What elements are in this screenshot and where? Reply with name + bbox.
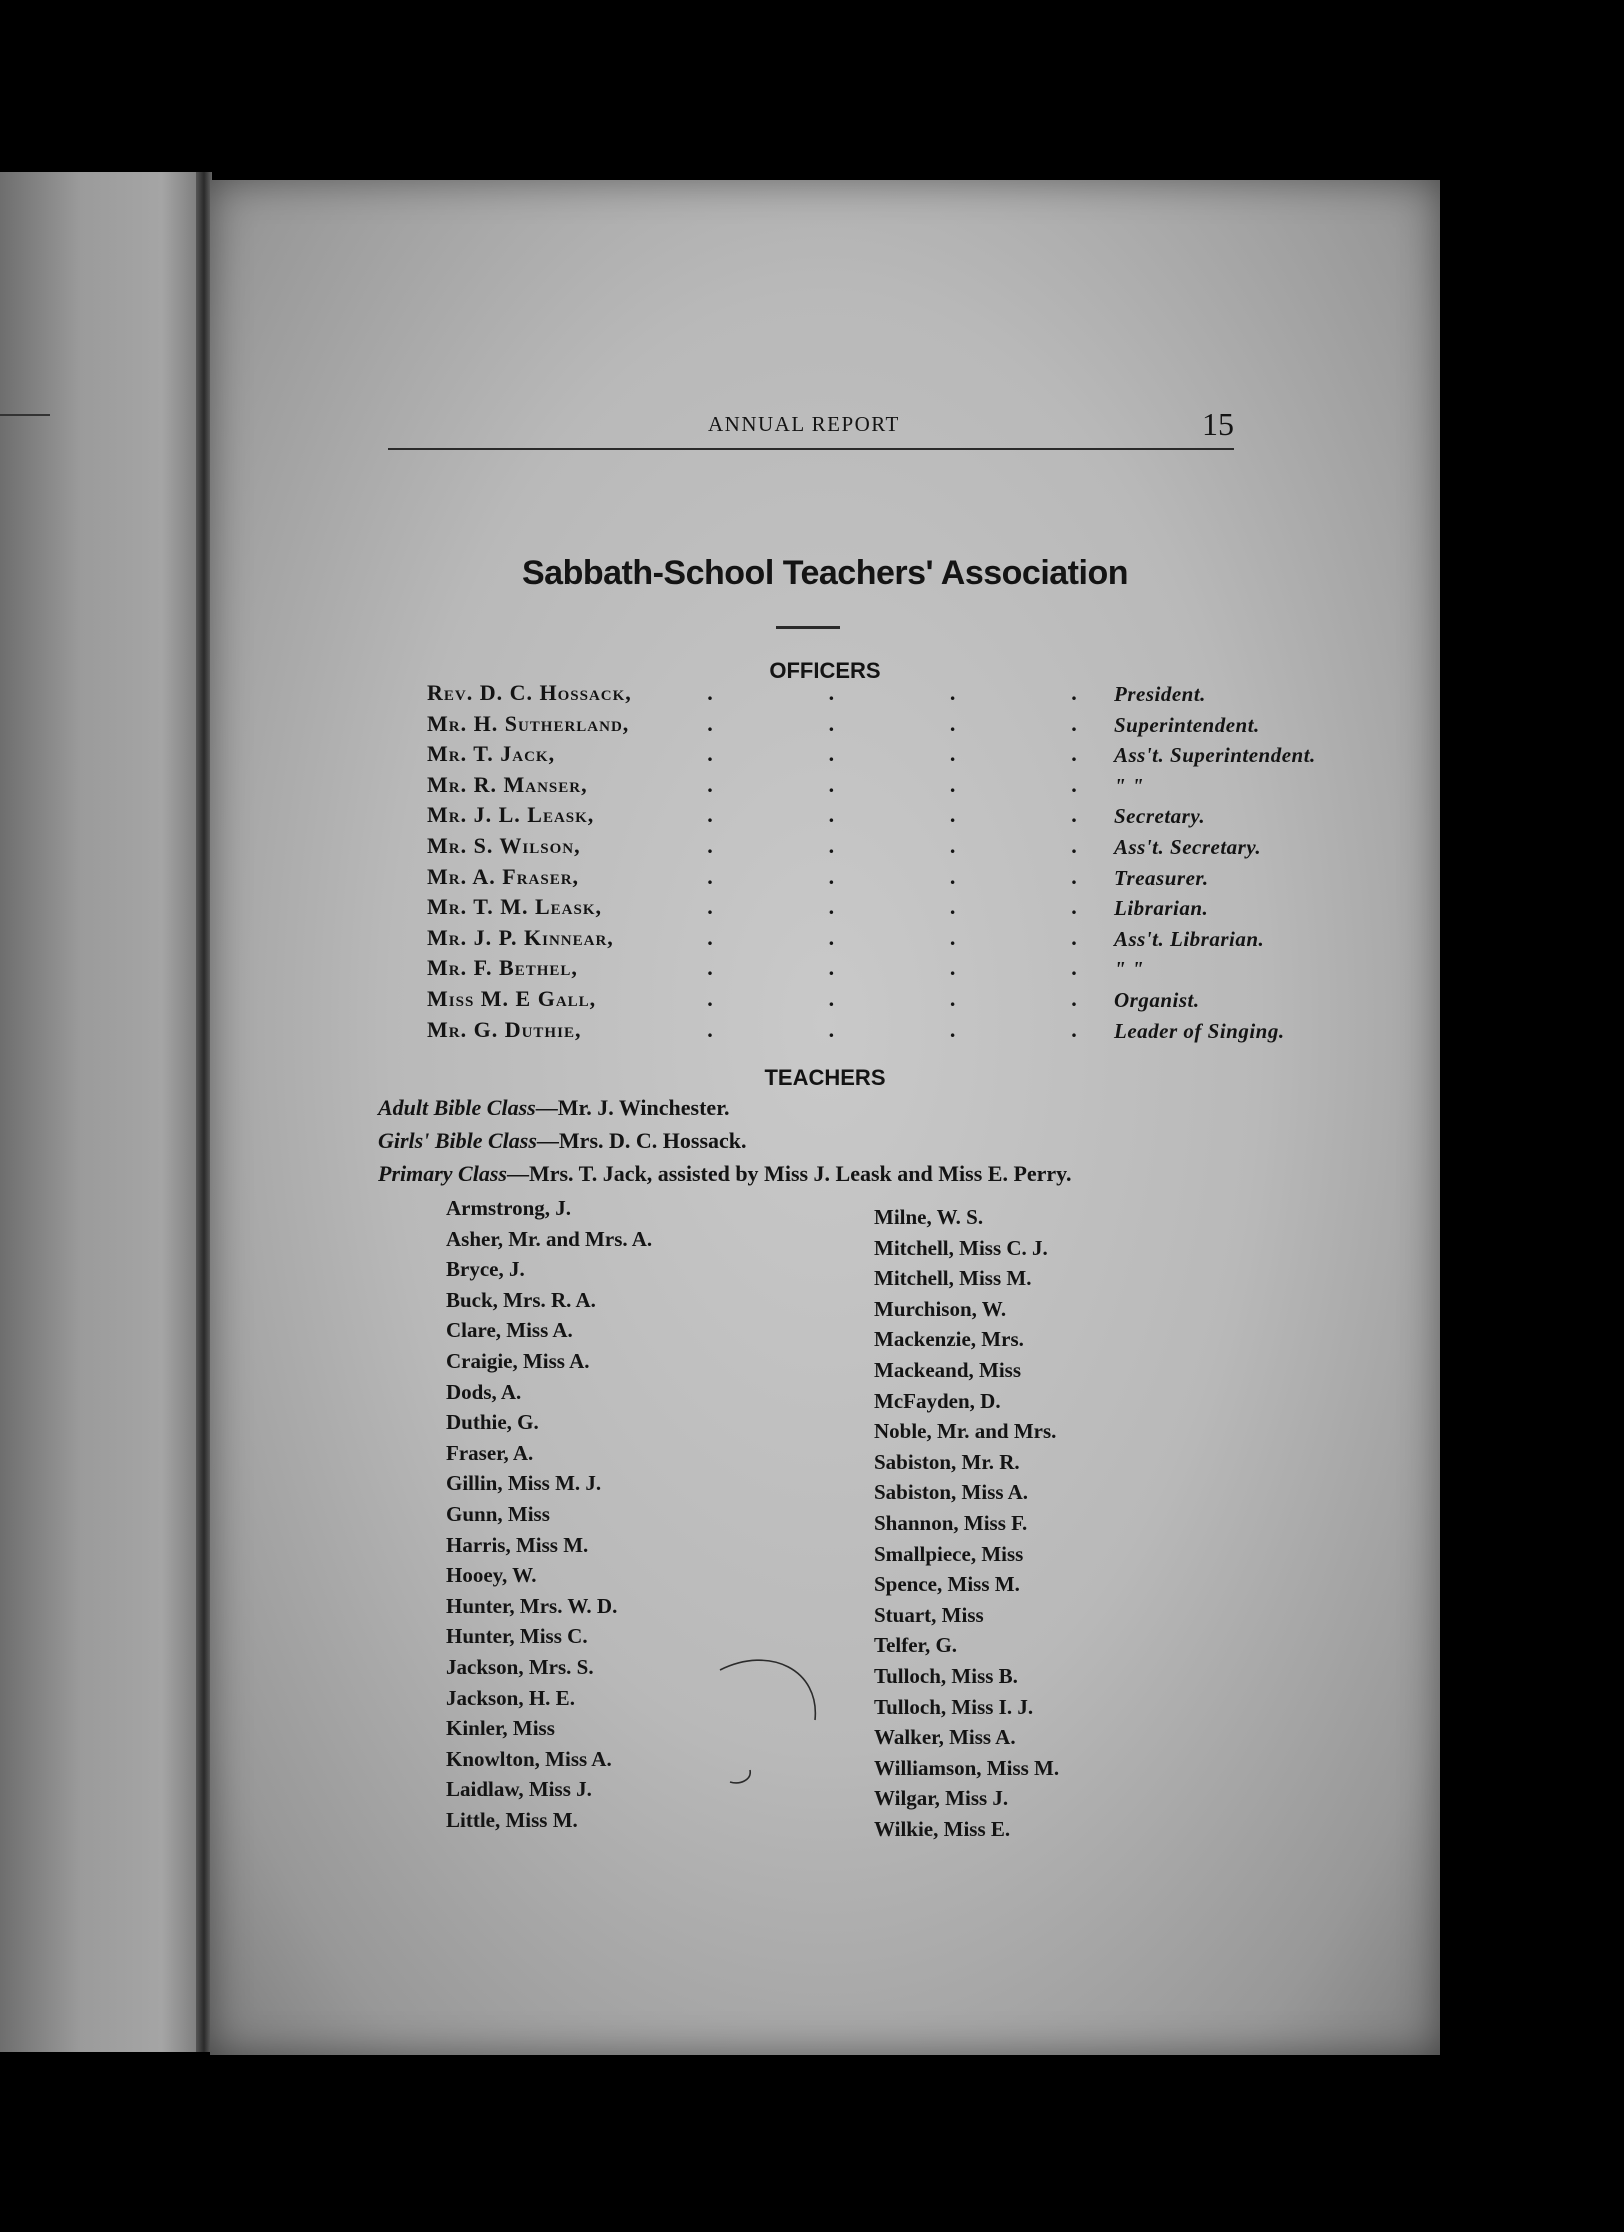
teacher-name: Mitchell, Miss M. [874,1266,1032,1291]
officer-name: Mr. H. Sutherland, [427,710,630,736]
facing-page-edge [0,172,202,2052]
officer-name: Miss M. E Gall, [427,985,597,1011]
teacher-name: Smallpiece, Miss [874,1541,1024,1566]
officer-row [427,680,1427,711]
teacher-name: Tulloch, Miss B. [874,1663,1018,1688]
teacher-name: Clare, Miss A. [446,1318,573,1343]
teacher-name: Murchison, W. [874,1296,1007,1321]
officer-role: Leader of Singing. [1114,1018,1285,1043]
leader-dots: . . . . [707,832,1077,858]
teacher-name: Sabiston, Miss A. [874,1480,1029,1505]
officer-role: " " [1114,773,1145,798]
teacher-name: Fraser, A. [446,1440,534,1465]
officer-name: Mr. T. M. Leask, [427,894,603,920]
teacher-name: Gillin, Miss M. J. [446,1471,602,1496]
officer-row [427,925,1427,956]
officer-role: Ass't. Secretary. [1114,834,1262,859]
running-head-title: ANNUAL REPORT [708,412,900,436]
leader-dots: . . . . [707,863,1077,889]
teacher-name: McFayden, D. [874,1388,1001,1413]
officer-role: Ass't. Librarian. [1114,926,1265,951]
officer-role: Organist. [1114,987,1200,1012]
class-row [378,1095,1418,1128]
teacher-name: Hooey, W. [446,1563,537,1588]
leader-dots: . . . . [707,924,1077,950]
officer-role: Ass't. Superintendent. [1114,743,1316,768]
class-label: Primary Class [378,1161,507,1186]
teachers-heading: TEACHERS [764,1065,886,1090]
officer-name: Mr. J. P. Kinnear, [427,924,614,950]
leader-dots: . . . . [707,771,1077,797]
teacher-name: Armstrong, J. [446,1196,572,1220]
teacher-name: Laidlaw, Miss J. [446,1777,592,1802]
officer-role: Secretary. [1114,804,1206,829]
running-head [210,406,1440,452]
class-label: Girls' Bible Class [378,1128,537,1153]
officer-row [427,802,1427,833]
officer-name: Mr. J. L. Leask, [427,802,595,828]
officer-row [427,772,1427,803]
teacher-name: Mackenzie, Mrs. [874,1327,1024,1352]
teacher-name: Mackeand, Miss [874,1357,1021,1382]
leader-dots: . . . . [707,1016,1077,1042]
leader-dots: . . . . [707,955,1077,981]
page-number: 15 [1202,406,1234,442]
class-row [378,1128,1418,1161]
class-label: Adult Bible Class [378,1095,536,1120]
teacher-name: Asher, Mr. and Mrs. A. [446,1226,653,1251]
class-teacher: —Mrs. T. Jack, assisted by Miss J. Leask and Miss E. Perry. [506,1161,1072,1186]
officers-heading: OFFICERS [769,658,881,683]
teacher-name: Harris, Miss M. [446,1532,589,1557]
officer-name: Rev. D. C. Hossack, [427,680,632,705]
leader-dots: . . . . [707,894,1077,920]
teacher-name: Knowlton, Miss A. [446,1746,612,1771]
officer-name: Mr. S. Wilson, [427,832,581,858]
teacher-name: Dods, A. [446,1379,522,1404]
officers-list [427,680,1427,1047]
teacher-name: Noble, Mr. and Mrs. [874,1419,1057,1444]
officer-row [427,864,1427,895]
teacher-name: Jackson, H. E. [446,1685,575,1710]
teacher-name: Stuart, Miss [874,1602,984,1627]
class-teacher: —Mrs. D. C. Hossack. [536,1128,747,1153]
officer-role: Librarian. [1114,896,1209,921]
report-page [210,180,1440,2055]
teacher-name: Craigie, Miss A. [446,1348,590,1373]
teacher-name: Telfer, G. [874,1633,958,1658]
teacher-name: Hunter, Miss C. [446,1624,588,1649]
officer-row [427,986,1427,1017]
teacher-name: Wilkie, Miss E. [874,1816,1011,1841]
class-teacher: —Mr. J. Winchester. [535,1095,730,1120]
officer-row [427,833,1427,864]
leader-dots: . . . . [707,985,1077,1011]
teacher-name: Sabiston, Mr. R. [874,1449,1020,1474]
teacher-name: Buck, Mrs. R. A. [446,1287,596,1312]
officer-row [427,741,1427,772]
teacher-name: Spence, Miss M. [874,1572,1020,1597]
officer-name: Mr. T. Jack, [427,741,556,767]
teacher-name: Bryce, J. [446,1257,525,1282]
class-list [378,1095,1418,1194]
officer-role: " " [1114,957,1145,982]
officer-name: Mr. R. Manser, [427,771,588,797]
teacher-name: Mitchell, Miss C. J. [874,1235,1048,1260]
title-divider [776,626,840,629]
pencil-annotation [690,1650,850,1790]
teacher-name: Tulloch, Miss I. J. [874,1694,1034,1719]
officer-row [427,894,1427,925]
facing-page-rule [0,414,50,416]
teacher-name: Walker, Miss A. [874,1725,1016,1750]
teacher-name: Wilgar, Miss J. [874,1786,1009,1811]
teacher-name: Hunter, Mrs. W. D. [446,1593,618,1618]
teacher-name: Kinler, Miss [446,1716,555,1741]
teacher-name: Gunn, Miss [446,1501,550,1526]
officer-name: Mr. A. Fraser, [427,863,580,889]
teacher-name: Duthie, G. [446,1410,539,1435]
officer-role: President. [1114,682,1206,706]
leader-dots: . . . . [707,741,1077,767]
leader-dots: . . . . [707,802,1077,828]
teacher-name: Milne, W. S. [874,1205,984,1229]
leader-dots: . . . . [707,680,1077,705]
officer-name: Mr. G. Duthie, [427,1016,582,1042]
teachers-column-left [446,1196,652,1838]
officer-role: Treasurer. [1114,865,1209,890]
page-title: Sabbath-School Teachers' Association [521,554,1128,592]
officer-role: Superintendent. [1114,712,1260,737]
class-row [378,1161,1418,1194]
officer-row [427,711,1427,742]
teachers-column-right [874,1205,1059,1847]
officer-name: Mr. F. Bethel, [427,955,578,981]
teacher-name: Jackson, Mrs. S. [446,1654,594,1679]
running-head-rule [388,448,1234,450]
officer-row [427,955,1427,986]
teacher-name: Little, Miss M. [446,1807,578,1832]
leader-dots: . . . . [707,710,1077,736]
teacher-name: Shannon, Miss F. [874,1510,1028,1535]
officer-row [427,1017,1427,1048]
teacher-name: Williamson, Miss M. [874,1755,1060,1780]
